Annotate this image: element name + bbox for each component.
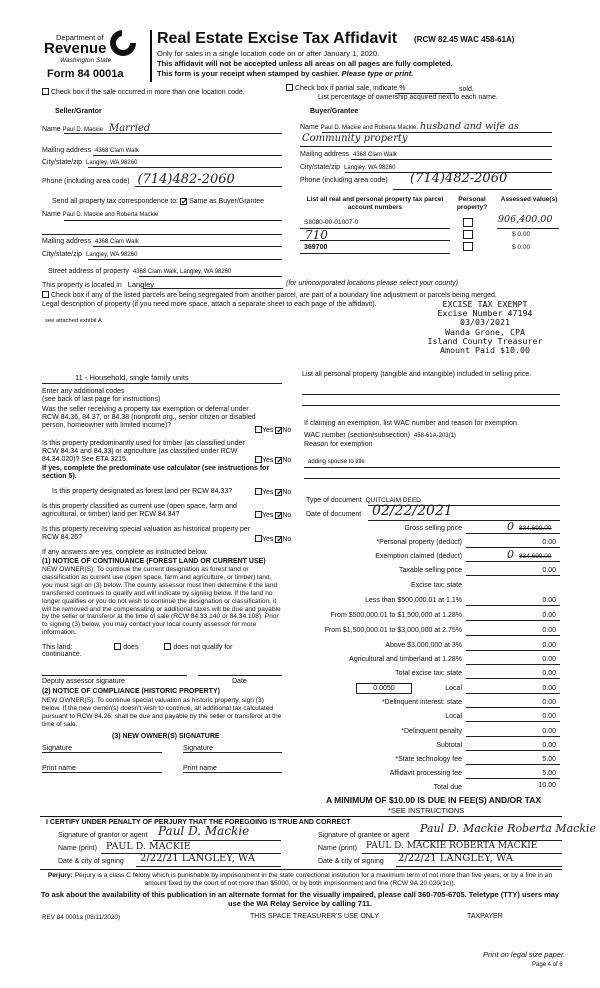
gross-selling-price-prefix: 0	[507, 520, 514, 533]
gross-selling-price-label: Gross selling price	[404, 525, 462, 532]
agricultural-amount[interactable]: 0.00	[542, 656, 556, 663]
seller-heading: Seller/Grantor	[55, 108, 102, 115]
seller-phone-row: Phone (including area code) (714)482-2060	[42, 172, 235, 187]
owner-signature-label: Signature	[42, 745, 72, 752]
tier-3-amount[interactable]: 0.00	[542, 627, 556, 634]
q2-yes-checkbox[interactable]	[255, 456, 262, 463]
grantee-signature-label: Signature of grantee or agent	[318, 832, 410, 839]
question-historic: Is this property receiving special valuation as historical property per RCW 84.26?	[42, 526, 251, 541]
owner-print-name-label: Print name	[42, 765, 76, 772]
seller-mailing[interactable]: 4368 Clam Walk	[94, 148, 139, 154]
technology-fee-label: *State technology fee	[395, 756, 462, 763]
seller-name[interactable]: Paul D. Mackie	[62, 127, 103, 133]
parcel-number[interactable]: 710	[305, 228, 328, 242]
treasurer-stamp: EXCISE TAX EXEMPT Excise Number 47194 03/03/2021 Wanda Grone, CPA Island County Treasurer Amount Paid $10.00	[427, 299, 543, 356]
multi-location-checkbox[interactable]	[42, 88, 49, 95]
page-title: Real Estate Excise Tax Affidavit	[157, 30, 398, 47]
question-timber-note: If yes, complete the predominate use calculator (see instructions for section 5).	[42, 465, 270, 480]
personal-property-label: List all personal property (tangible and intangible) included in selling price.	[302, 371, 532, 378]
revenue-logo-icon	[110, 30, 136, 56]
q5-answers: Yes ✓ No	[255, 535, 291, 543]
q3-answers: Yes ✓ No	[255, 488, 291, 496]
delinquent-interest-local-label: Local	[445, 713, 462, 720]
correspondence-mailing[interactable]: 4368 Clam Walk	[94, 239, 139, 245]
segregated-row: Check box if any of the listed parcels are being segregated from another parcel, are part of a boundary line adjustment or parcels being merged.	[42, 291, 497, 299]
buyer-name-row: Name Paul D. Mackie and Roberta Mackie, husband and wife as	[300, 121, 519, 132]
street-row: Street address of property 4368 Clam Walk, Langley, WA 98260	[48, 268, 232, 275]
sold-label: sold.	[459, 86, 474, 93]
multi-location-check: Check box if the sale occurred in more than one location code.	[42, 88, 245, 96]
q3-yes-checkbox[interactable]	[255, 488, 262, 495]
compliance-heading: (2) NOTICE OF COMPLIANCE (HISTORIC PROPERTY)	[42, 688, 220, 695]
delinquent-penalty-label: *Delinquent penalty	[401, 728, 462, 735]
tier-4-label: Above $3,000,000 at 3%	[385, 642, 462, 649]
q4-answers: Yes ✓ No	[255, 511, 291, 519]
personal-property-deduct-label: *Personal property (deduct)	[376, 539, 462, 546]
q1-yes-checkbox[interactable]	[255, 426, 262, 433]
header-divider	[150, 30, 152, 82]
processing-fee-label: Affidavit processing fee	[389, 770, 462, 777]
page-number: Page 4 of 6	[532, 962, 563, 968]
tier-2-label: From $500,000.01 to $1,500,000 at 1.28%	[330, 612, 462, 619]
alternate-format-notice: To ask about the availability of this publication in an alternate format for the visually impaired, please call 360-705-6705. Teletype (TTY) users may use the WA Relay Service by calling 711.	[40, 890, 560, 908]
q2-answers: Yes ✓ No	[255, 456, 291, 464]
questions-instruction: If any answers are yes, complete as instructed below.	[42, 549, 208, 556]
question-current-use: Is this property classified as current use (open space, farm and agricultural, or timber) land per RCW 84.34?	[42, 503, 237, 518]
parcel-value[interactable]: $ 0.00	[512, 231, 531, 238]
see-instructions: *SEE INSTRUCTIONS	[388, 806, 465, 815]
correspondence-mailing-row: Mailing address 4368 Clam Walk	[42, 238, 139, 245]
q1-answers: Yes ✓ No	[255, 426, 291, 434]
personal-property-deduct[interactable]: 0.00	[542, 539, 556, 546]
certify-heading: I CERTIFY UNDER PENALTY OF PERJURY THAT THE FOREGOING IS TRUE AND CORRECT	[46, 819, 351, 826]
header-note-3: This form is your receipt when stamped by cashier. Please type or print.	[157, 69, 414, 78]
tier-2-amount[interactable]: 0.00	[542, 612, 556, 619]
land-row: This land: does does not qualify for	[42, 644, 233, 651]
revision-number: REV 84 0001a (08/11/2020)	[42, 914, 120, 921]
partial-sale-checkbox[interactable]	[286, 84, 293, 91]
taxable-selling-price[interactable]: 0.00	[542, 567, 556, 574]
question-exemption: Was the seller receiving a property tax exemption or deferral under RCW 84.36, 84.37, or 84.38 (nonprofit org., senior citizen or disabled person, homeowner with limited income)?	[42, 406, 256, 429]
form-number: Form 84 0001a	[47, 68, 124, 80]
header-note-2: This affidavit will not be accepted unless all areas on all pages are fully completed.	[157, 59, 453, 68]
grantor-signature-label: Signature of grantor or agent	[58, 832, 148, 839]
delinquent-penalty[interactable]: 0.00	[542, 728, 556, 735]
buyer-city-row: City/state/zip Langley, WA 98260	[300, 164, 396, 171]
document-date[interactable]: 02/22/2021	[372, 503, 453, 519]
parcel-personal-checkbox[interactable]	[463, 218, 473, 227]
seller-phone[interactable]: (714)482-2060	[137, 172, 235, 187]
grantor-date-city[interactable]: 2/22/21 LANGLEY, WA	[140, 853, 255, 864]
grantee-name-label: Name (print)	[318, 845, 357, 852]
legal-label: Legal description of property (if you need more space, attach a separate sheet to each page of the affidavit).	[42, 301, 377, 308]
seller-name-handwritten: Married	[108, 123, 151, 134]
seller-mailing-row: Mailing address 4368 Clam Walk	[42, 147, 139, 154]
additional-codes: Enter any additional codes	[42, 388, 125, 395]
grantor-name[interactable]: PAUL D. MACKIE	[106, 841, 191, 852]
total-due-label: Total due	[433, 784, 462, 791]
segregated-checkbox[interactable]	[42, 291, 49, 298]
rcw-reference: (RCW 82.45 WAC 458-61A)	[414, 35, 515, 44]
question-forest: Is this property designated as forest land per RCW 84.33?	[52, 488, 233, 495]
taxpayer-copy: TAXPAYER	[467, 913, 503, 920]
buyer-name[interactable]: Paul D. Mackie and Roberta Mackie,	[320, 125, 419, 131]
subtotal[interactable]: 0.00	[542, 742, 556, 749]
use-code[interactable]: 11 - Household, single family units	[75, 373, 189, 382]
wac-number[interactable]: 458-61A-203(1)	[413, 433, 456, 439]
deputy-signature-label: Deputy assessor signature	[42, 678, 125, 685]
owner-print-name-label: Print name	[183, 765, 217, 772]
exemption-claimed[interactable]: 834,699.00	[519, 553, 552, 560]
technology-fee[interactable]: 5.00	[542, 756, 556, 763]
processing-fee[interactable]: 5.00	[542, 770, 556, 777]
reason-label: Reason for exemption	[304, 441, 373, 448]
continuance-heading: (1) NOTICE OF CONTINUANCE (FOREST LAND OR CURRENT USE)	[42, 558, 266, 565]
buyer-mailing[interactable]: 4368 Clam Walk	[352, 152, 397, 158]
local-rate-box[interactable]: 0.0050	[356, 683, 412, 694]
tier-1-amount[interactable]: 0.00	[542, 597, 556, 604]
minimum-due-note: A MINIMUM OF $10.00 IS DUE IN FEE(S) AND/OR TAX	[326, 795, 542, 805]
land-does-checkbox[interactable]	[114, 643, 121, 650]
seller-name-row: Name Paul D. Mackie Married	[42, 123, 151, 134]
parcel-value[interactable]: $ 0.00	[512, 244, 531, 251]
legal-description[interactable]: see attached exhibit A	[45, 318, 102, 324]
document-date-row: Date of document	[306, 511, 362, 518]
tier-3-label: From $1,500,000.01 to $3,000,000 at 2.75%	[324, 627, 462, 634]
grantee-signature[interactable]: Paul D. Mackie Roberta Mackie	[420, 822, 597, 835]
land-does-not-checkbox[interactable]	[164, 643, 171, 650]
local-tax[interactable]: 0.00	[542, 685, 556, 692]
local-tax-label: Local	[445, 685, 462, 692]
parcel-col-2-header: Personal property?	[456, 196, 488, 211]
dept-state: Washington State	[60, 57, 112, 64]
buyer-mailing-row: Mailing address 4368 Clam Walk	[300, 151, 397, 158]
delinquent-interest-state-label: *Delinquent interest: state	[381, 699, 462, 706]
document-type[interactable]: QUITCLAIM DEED	[365, 497, 421, 504]
street-address[interactable]: 4368 Clam Walk, Langley, WA 98260	[132, 269, 232, 275]
wac-row: WAC number (section/subsection) 458-61A-203(1)	[304, 432, 456, 439]
exemption-claimed-prefix: 0	[507, 548, 514, 561]
excise-tax-state-label: Excise tax: state	[411, 582, 462, 589]
agricultural-label: Agricultural and timberland at 1.28%	[349, 656, 462, 663]
subtotal-label: Subtotal	[436, 742, 462, 749]
document-type-row: Type of document QUITCLAIM DEED	[306, 497, 421, 504]
dept-revenue: Revenue	[44, 40, 107, 57]
seller-city[interactable]: Langley, WA 98260	[86, 160, 138, 166]
correspondence-name[interactable]: Paul D. Mackie and Roberta Mackie	[62, 212, 159, 218]
exemption-claimed-label: Exemption claimed (deduct)	[375, 553, 462, 560]
perjury-notice: Perjury: Perjury is a class C felony which is punishable by imprisonment in the state correctional institution for a maximum term of not more than five years, or by a fine in an amount fixed by the court of not more than $5000, or by both imprisonment and fine (RCW 9A.20.020(1c)).	[47, 872, 553, 887]
location-note: (for unincorporated locations please select your county)	[286, 280, 458, 287]
continuance-text: NEW OWNER(S): To continue the current designation as forest land or classification as current use (open space, farm and agriculture, or timber) land, you must sign on (3) below. The county assessor must then determine if the land transferred continues to qualify and will indicate by signing below. If the land no longer qualifies or you do not wish to continue the designation or classification, it will be removed and the compensating or additional taxes will be due and payable by the seller or transferor at the time of sale (RCW 84.33.140 or 84.34.108). Prior to signing (3) below, you may contact your local county assessor for more information.	[42, 566, 281, 637]
owner-signature-label: Signature	[183, 745, 213, 752]
continuance-word: continuance.	[42, 651, 82, 658]
grantee-date-city[interactable]: 2/22/21 LANGLEY, WA	[398, 853, 513, 864]
exemption-label: If claiming an exemption, list WAC number and reason for exemption.	[304, 420, 519, 427]
percentage-note: List percentage of ownership acquired next to each name.	[318, 94, 498, 101]
buyer-heading: Buyer/Grantee	[310, 108, 359, 115]
buyer-phone-row: Phone (including area code)	[300, 177, 388, 184]
delinquent-interest-local[interactable]: 0.00	[542, 713, 556, 720]
header-note-1: Only for sales in a single location code on or after January 1, 2020.	[157, 49, 380, 58]
parcel-number[interactable]: S8080-00-01007-0	[304, 219, 359, 226]
grantee-name[interactable]: PAUL D. MACKIE ROBERTA MACKIE	[366, 841, 538, 851]
buyer-phone[interactable]: (714)482-2060	[410, 171, 508, 186]
correspondence-name-row: Name Paul D. Mackie and Roberta Mackie	[42, 211, 159, 218]
q5-yes-checkbox[interactable]	[255, 535, 262, 542]
delinquent-interest-state[interactable]: 0.00	[542, 699, 556, 706]
taxable-selling-price-label: Taxable selling price	[398, 567, 462, 574]
tier-1-label: Less than $500,000.01 at 1.1%	[365, 597, 462, 604]
gross-selling-price[interactable]: 834,699.00	[519, 525, 552, 532]
buyer-name-handwritten-2: Community property	[302, 133, 408, 144]
parcel-value[interactable]: 906,400.00	[498, 214, 553, 225]
deputy-date-label: Date	[232, 678, 247, 685]
legal-paper-note: Print on legal size paper.	[483, 950, 566, 959]
additional-codes-note: (see back of last page for instructions)	[42, 396, 161, 403]
grantor-signature[interactable]: Paul D. Mackie	[158, 824, 250, 838]
total-due[interactable]: 10.00	[538, 782, 556, 789]
total-excise-tax[interactable]: 0.00	[542, 670, 556, 677]
dept-line: Department of	[56, 33, 104, 42]
buyer-name-handwritten-1: husband and wife as	[419, 121, 519, 132]
parcel-col-3-header: Assessed value(s)	[500, 196, 558, 203]
grantor-name-label: Name (print)	[58, 845, 97, 852]
treasurer-use-only: THIS SPACE TREASURER'S USE ONLY	[250, 913, 379, 920]
parcel-personal-checkbox[interactable]	[463, 230, 473, 239]
tier-4-amount[interactable]: 0.00	[542, 642, 556, 649]
exemption-reason[interactable]: adding spouse to title	[308, 459, 365, 465]
new-owner-signature-heading: (3) NEW OWNER(S) SIGNATURE	[112, 733, 220, 740]
buyer-city[interactable]: Langley, WA 98260	[344, 165, 396, 171]
grantee-date-label: Date & city of signing	[318, 858, 384, 865]
compliance-text: NEW OWNER(S): To continue special valuation as historic property, sign (3) below. If the new owner(s) doesn't wish to continue, all additional tax calculated pursuant to RCW 84.26, shall be due and payable by the seller or transferor at the time of sale.	[42, 697, 282, 728]
grantor-date-label: Date & city of signing	[58, 858, 124, 865]
correspondence-row: Send all property tax correspondence to: ✓ Same as Buyer/Grantee	[52, 198, 264, 205]
total-excise-tax-label: Total excise tax: state	[395, 670, 462, 677]
same-as-buyer-checkbox[interactable]	[180, 198, 187, 205]
seller-city-row: City/state/zip Langley, WA 98260	[42, 159, 138, 166]
partial-sale-check: Check box if partial sale, indicate %	[286, 84, 405, 92]
correspondence-city[interactable]: Langley, WA 98260	[86, 252, 138, 258]
correspondence-city-row: City/state/zip Langley, WA 98260	[42, 251, 138, 258]
parcel-col-1-header: List all real and personal property tax parcel account numbers	[306, 196, 444, 211]
question-timber: Is this property predominantly used for timber (as classified under RCW 84.34 and 84.33) or agriculture (as classified under RCW 84.34.020)? See ETA 3215.	[42, 440, 245, 463]
parcel-number[interactable]: 369700	[304, 244, 328, 251]
location-value[interactable]: Langley	[127, 280, 154, 289]
location-row: This property is located in Langley	[42, 280, 154, 289]
parcel-personal-checkbox[interactable]	[463, 242, 473, 251]
q4-yes-checkbox[interactable]	[255, 511, 262, 518]
